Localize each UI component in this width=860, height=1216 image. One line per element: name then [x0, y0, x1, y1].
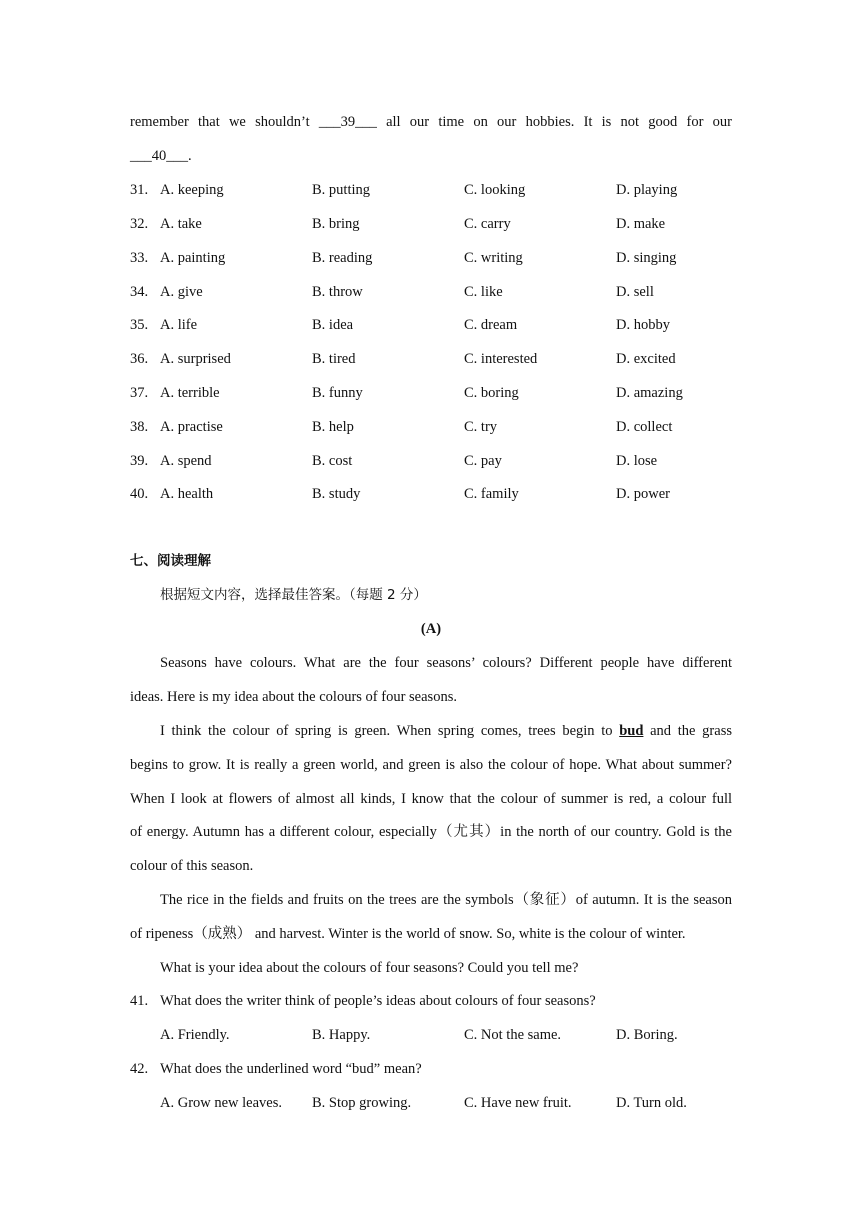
passage-line: of ripeness（成熟） and harvest. Winter is the world of snow. So, white is the colour of winter. [130, 926, 686, 942]
question-number: 41. [130, 993, 149, 1009]
option-b: B. cost [312, 453, 353, 469]
question-number: 40. [130, 486, 149, 502]
option-b: B. putting [312, 182, 371, 198]
option-d: D. Turn old. [616, 1095, 687, 1111]
option-c: C. Have new fruit. [464, 1095, 572, 1111]
option-a: A. terrible [160, 385, 220, 401]
question-number: 42. [130, 1061, 149, 1077]
question-number: 35. [130, 317, 149, 333]
option-c: C. interested [464, 351, 538, 367]
option-d: D. make [616, 216, 666, 232]
passage-text: and the grass [643, 723, 732, 739]
option-c: C. looking [464, 182, 526, 198]
option-b: B. study [312, 486, 361, 502]
passage-line: ideas. Here is my idea about the colours of four seasons. [130, 689, 457, 705]
option-b: B. help [312, 419, 354, 435]
option-a: A. Grow new leaves. [160, 1095, 283, 1111]
passage-line: of energy. Autumn has a different colour, especially（尤其）in the north of our country. Gold is the [130, 824, 732, 840]
option-a: A. Friendly. [160, 1027, 230, 1043]
option-c: C. Not the same. [464, 1027, 562, 1043]
option-c: C. family [464, 486, 519, 502]
option-c: C. try [464, 419, 498, 435]
passage-label: (A) [420, 621, 442, 637]
option-a: A. take [160, 216, 202, 232]
passage-line: What is your idea about the colours of four seasons? Could you tell me? [160, 960, 579, 976]
underlined-word: bud [619, 723, 644, 739]
option-d: D. power [616, 486, 670, 502]
question-number: 32. [130, 216, 149, 232]
question-number: 39. [130, 453, 149, 469]
instruction-text: 根据短文内容，选择最佳答案。（每题 2 分） [160, 587, 427, 603]
option-b: B. funny [312, 385, 363, 401]
question-number: 31. [130, 182, 149, 198]
passage-text: I think the colour of spring is green. When spring comes, trees begin to [160, 723, 620, 739]
option-a: A. give [160, 284, 203, 300]
option-b: B. Happy. [312, 1027, 371, 1043]
option-a: A. health [160, 486, 214, 502]
option-c: C. like [464, 284, 503, 300]
option-b: B. tired [312, 351, 356, 367]
option-d: D. singing [616, 250, 677, 266]
option-d: D. excited [616, 351, 676, 367]
passage-line: begins to grow. It is really a green world, and green is also the colour of hope. What about summer? [130, 757, 732, 773]
option-a: A. spend [160, 453, 212, 469]
option-c: C. boring [464, 385, 519, 401]
option-d: D. amazing [616, 385, 683, 401]
option-d: D. playing [616, 182, 678, 198]
option-c: C. carry [464, 216, 511, 232]
passage-line: When I look at flowers of almost all kinds, I know that the colour of summer is red, a colour full [130, 791, 732, 807]
option-c: C. writing [464, 250, 523, 266]
option-a: A. painting [160, 250, 226, 266]
question-number: 34. [130, 284, 149, 300]
passage-line: The rice in the fields and fruits on the trees are the symbols（象征）of autumn. It is the season [160, 892, 732, 908]
option-a: A. keeping [160, 182, 224, 198]
option-d: D. sell [616, 284, 654, 300]
option-c: C. dream [464, 317, 518, 333]
option-c: C. pay [464, 453, 502, 469]
option-d: D. collect [616, 419, 673, 435]
passage-line: Seasons have colours. What are the four seasons’ colours? Different people have different [160, 655, 732, 671]
question-number: 38. [130, 419, 149, 435]
question-stem: What does the writer think of people’s ideas about colours of four seasons? [160, 993, 596, 1009]
passage-line [160, 721, 732, 741]
question-number: 33. [130, 250, 149, 266]
option-b: B. reading [312, 250, 373, 266]
question-stem: What does the underlined word “bud” mean? [160, 1061, 422, 1077]
option-a: A. practise [160, 419, 223, 435]
option-b: B. throw [312, 284, 363, 300]
question-number: 37. [130, 385, 149, 401]
option-b: B. Stop growing. [312, 1095, 412, 1111]
cloze-text-line: ___40___. [130, 148, 192, 164]
option-a: A. life [160, 317, 198, 333]
passage-line: colour of this season. [130, 858, 254, 874]
option-d: D. lose [616, 453, 658, 469]
option-b: B. bring [312, 216, 360, 232]
question-number: 36. [130, 351, 149, 367]
option-d: D. hobby [616, 317, 670, 333]
option-b: B. idea [312, 317, 354, 333]
cloze-text-line: remember that we shouldn’t ___39___ all our time on our hobbies. It is not good for our [130, 114, 732, 130]
option-d: D. Boring. [616, 1027, 678, 1043]
section-title: 七、阅读理解 [130, 553, 211, 569]
option-a: A. surprised [160, 351, 231, 367]
